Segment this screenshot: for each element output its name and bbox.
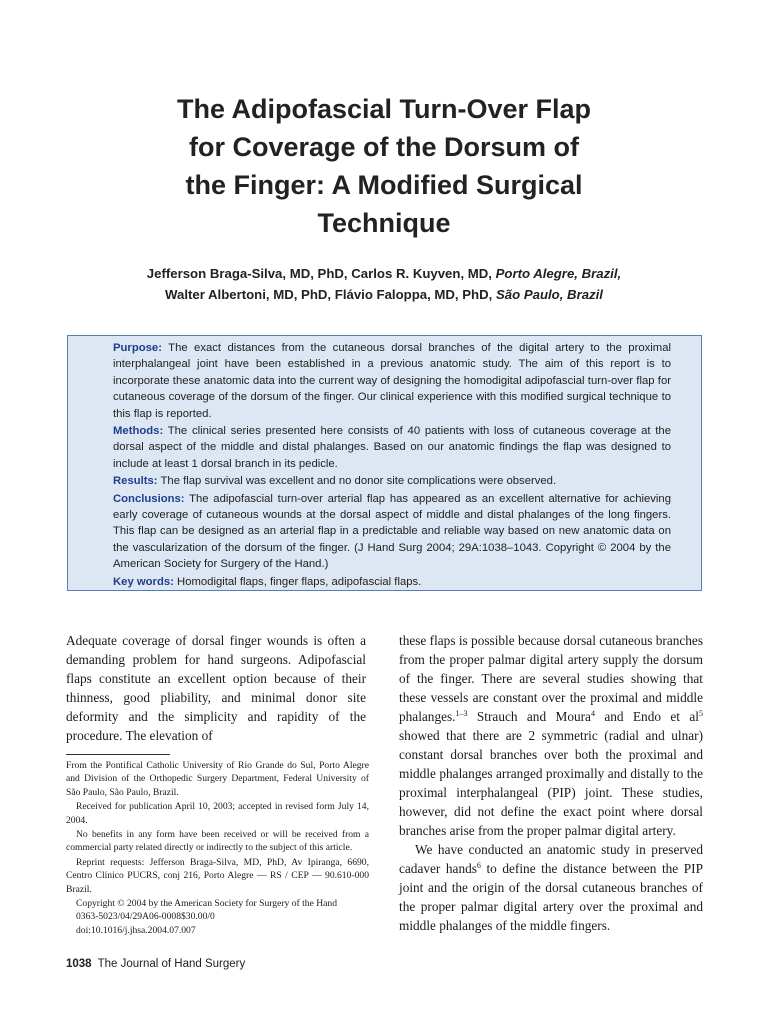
body-paragraph: Adequate coverage of dorsal finger wounds is often a demanding problem for hand surgeons. Adipofascial flaps constitute an excellent option because of their thinness, good pliability, and minimal donor site deformity and the simplicity and rapidity of the procedure. The elevation of bbox=[66, 633, 366, 743]
results-label: Results: bbox=[113, 475, 158, 488]
title-line: Technique bbox=[317, 208, 451, 238]
footnote-issn: 0363-5023/04/29A06-0008$30.00/0 bbox=[76, 911, 215, 923]
title-line: for Coverage of the Dorsum of bbox=[188, 132, 580, 162]
citation-superscript: 4 bbox=[590, 709, 595, 718]
abstract-purpose bbox=[113, 340, 671, 422]
abstract-conclusions bbox=[113, 491, 671, 573]
footnote-received: Received for publication April 10, 2003; accepted in revised form July 14, 2004. bbox=[66, 801, 369, 826]
citation-superscript: 5 bbox=[699, 709, 703, 718]
title-line: The Adipofascial Turn-Over Flap bbox=[176, 94, 592, 124]
author-location: Porto Alegre, Brazil, bbox=[495, 266, 622, 281]
text-run: and Endo et al bbox=[594, 709, 699, 724]
abstract-methods bbox=[113, 423, 671, 472]
title-line: the Finger: A Modified Surgical bbox=[185, 170, 583, 200]
footnote-benefits: No benefits in any form have been received or will be received from a commercial party related directly or indirectly to the subject of this article. bbox=[66, 829, 369, 854]
article-title bbox=[120, 90, 648, 242]
text-run: showed that there are 2 symmetric (radial and ulnar) constant dorsal branches over both the proximal and middle phalanges arranged proximally and distally to the proximal interphalangeal (PIP) joint. These studies, however, did not define the exact point where dorsal branches arise from the proper palmar digital artery. bbox=[399, 728, 703, 838]
text-run: to define the distance between the PIP joint and the origin of the dorsal cutaneous branches of the proper palmar digital artery over the proximal and middle phalanges of the middle fingers. bbox=[399, 861, 703, 933]
footnote-affiliation: From the Pontifical Catholic University of Rio Grande do Sul, Porto Alegre and Division of the Orthopedic Surgery Department, Federal University of São Paulo, São Paulo, Brazil. bbox=[66, 760, 369, 798]
footnotes bbox=[66, 759, 369, 938]
body-column-right bbox=[399, 631, 703, 935]
abstract-results bbox=[113, 473, 671, 489]
journal-name: The Journal of Hand Surgery bbox=[97, 958, 246, 970]
author-names: Jefferson Braga-Silva, MD, PhD, Carlos R. Kuyven, MD, bbox=[146, 266, 496, 281]
author-list bbox=[60, 263, 708, 305]
conclusions-text: The adipofascial turn-over arterial flap has appeared as an excellent alternative for achieving early coverage of cutaneous wounds at the dorsal aspect of middle and distal phalanges of the long fingers. This flap can be designed as an arterial flap in a predictable and reliable way based on new anatomic data on the vascularization of the dorsum of the finger. (J Hand Surg 2004; 29A:1038–1043. Copyright © 2004 by the American Society for Surgery of the Hand.) bbox=[113, 492, 671, 571]
author-line bbox=[60, 263, 708, 284]
keywords-label: Key words: bbox=[113, 575, 174, 588]
keywords-text: Homodigital flaps, finger flaps, adipofascial flaps. bbox=[173, 575, 422, 588]
page-number: 1038 bbox=[66, 958, 92, 970]
text-run: We have conducted an anatomic study in preserved cadaver hands bbox=[399, 842, 703, 876]
body-column-left bbox=[66, 631, 366, 745]
author-location: São Paulo, Brazil bbox=[495, 287, 603, 302]
abstract-keywords bbox=[113, 574, 671, 590]
purpose-text: The exact distances from the cutaneous dorsal branches of the digital artery to the proximal interphalangeal joint have been established in a previous anatomic study. The aim of this report is to incorporate these anatomic data into the current way of designing the homodigital adipofascial turn-over flap for cutaneous coverage of the dorsum of the finger. Our clinical experience with this modified surgical technique to this flap is reported. bbox=[113, 342, 671, 420]
footnote-divider bbox=[66, 754, 170, 755]
methods-text: The clinical series presented here consists of 40 patients with loss of cutaneous coverage at the dorsal aspect of the middle and distal phalanges. Based on our anatomic findings the flap was designed to include at least 1 dorsal branch in its pedicle. bbox=[113, 425, 671, 470]
purpose-label: Purpose: bbox=[113, 342, 162, 354]
citation-superscript: 1–3 bbox=[455, 709, 468, 718]
results-text: The flap survival was excellent and no donor site complications were observed. bbox=[157, 475, 557, 488]
footnote-doi: doi:10.1016/j.jhsa.2004.07.007 bbox=[76, 924, 196, 936]
body-paragraph bbox=[399, 631, 703, 840]
abstract-box bbox=[67, 335, 702, 591]
author-names: Walter Albertoni, MD, PhD, Flávio Faloppa, MD, PhD, bbox=[165, 287, 496, 302]
text-run: Strauch and Moura bbox=[467, 709, 591, 724]
body-paragraph bbox=[399, 840, 703, 935]
methods-label: Methods: bbox=[113, 425, 164, 438]
footnote-copyright: Copyright © 2004 by the American Society for Surgery of the Hand bbox=[76, 898, 338, 910]
conclusions-label: Conclusions: bbox=[113, 492, 185, 505]
footnote-reprint: Reprint requests: Jefferson Braga-Silva, MD, PhD, Av Ipiranga, 6690, Centro Clínico PUCRS, conj 216, Porto Alegre — RS / CEP — 90.610-000 Brazil. bbox=[66, 856, 369, 895]
text-run: these flaps is possible because dorsal cutaneous branches from the proper palmar digital artery supply the dorsum of the finger. There are several studies showing that these vessels are constant over the proximal and middle phalanges. bbox=[399, 633, 703, 724]
citation-superscript: 6 bbox=[476, 861, 481, 870]
author-line bbox=[60, 284, 708, 305]
page-footer bbox=[66, 958, 245, 970]
